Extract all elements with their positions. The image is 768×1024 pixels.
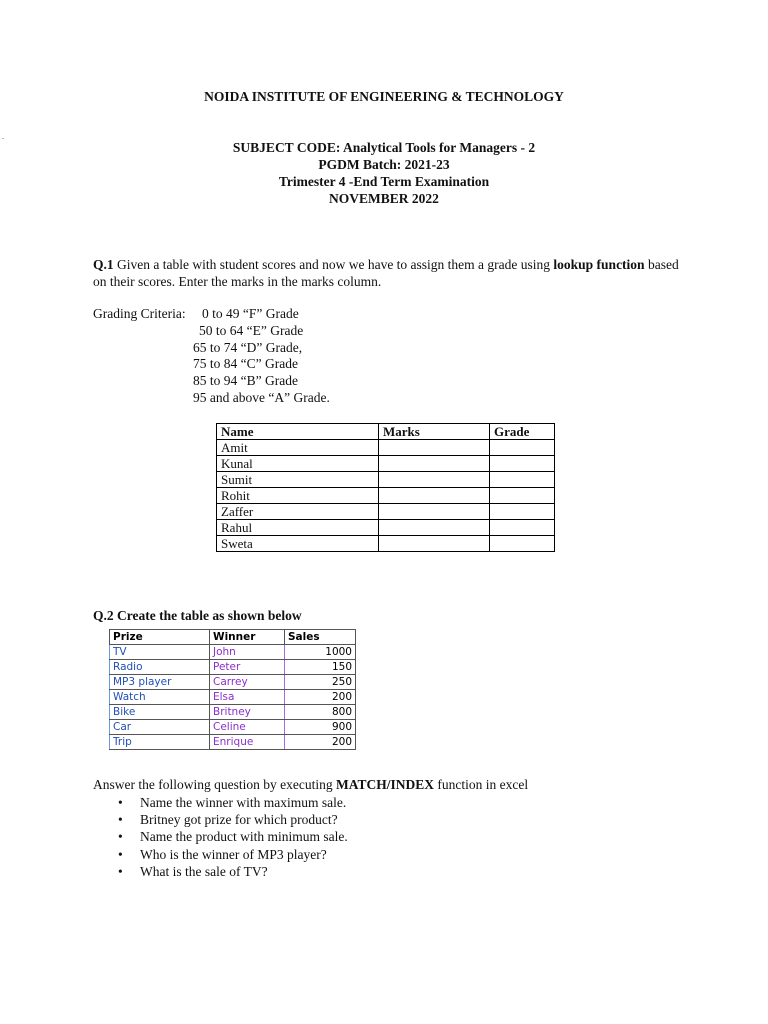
question-1-text	[93, 256, 693, 290]
table-row	[217, 472, 555, 488]
criteria-item: 65 to 74 “D” Grade,	[193, 339, 303, 355]
student-name: Sumit	[217, 472, 379, 488]
bullet: •	[118, 863, 123, 879]
list-item-text: Name the product with minimum sale.	[140, 829, 348, 845]
list-item-text: Who is the winner of MP3 player?	[140, 846, 327, 862]
table-row	[110, 720, 356, 735]
criteria-item: 95 and above “A” Grade.	[193, 389, 330, 405]
list-item-text: What is the sale of TV?	[140, 863, 268, 879]
table-header-row	[217, 424, 555, 440]
table-row	[110, 660, 356, 675]
marks-cell	[379, 504, 490, 520]
table-row	[217, 504, 555, 520]
column-header-prize: Prize	[110, 630, 210, 645]
grade-cell	[490, 456, 555, 472]
prize-cell: Bike	[110, 705, 210, 720]
winner-cell: Peter	[210, 660, 285, 675]
criteria-item: 0 to 49 “F” Grade	[202, 306, 299, 321]
column-header-sales: Sales	[285, 630, 356, 645]
column-header-grade: Grade	[490, 424, 555, 440]
table-header-row	[110, 630, 356, 645]
prize-cell: Watch	[110, 690, 210, 705]
student-name: Sweta	[217, 536, 379, 552]
question-2-list	[93, 794, 348, 880]
exam-month: NOVEMBER 2022	[329, 191, 439, 206]
institute-title: NOIDA INSTITUTE OF ENGINEERING & TECHNOLOGY	[204, 89, 564, 104]
student-name: Kunal	[217, 456, 379, 472]
sales-cell: 150	[285, 660, 356, 675]
bullet: •	[118, 812, 123, 828]
list-item-text: Name the winner with maximum sale.	[140, 795, 347, 810]
table-row	[110, 690, 356, 705]
column-header-marks: Marks	[379, 424, 490, 440]
table-row	[110, 675, 356, 690]
list-item	[93, 794, 348, 811]
winner-cell: Enrique	[210, 735, 285, 750]
grade-cell	[490, 488, 555, 504]
table-row	[217, 488, 555, 504]
winner-cell: Britney	[210, 705, 285, 720]
batch: PGDM Batch: 2021-23	[318, 157, 450, 172]
criteria-item: 50 to 64 “E” Grade	[199, 322, 304, 338]
winner-cell: John	[210, 645, 285, 660]
student-name: Rahul	[217, 520, 379, 536]
prize-cell: MP3 player	[110, 675, 210, 690]
list-item	[93, 863, 348, 880]
sales-cell: 250	[285, 675, 356, 690]
sales-cell: 900	[285, 720, 356, 735]
margin-mark: .	[2, 132, 4, 141]
table-row	[110, 705, 356, 720]
criteria-item: 75 to 84 “C” Grade	[193, 356, 298, 372]
grade-cell	[490, 472, 555, 488]
table-row	[217, 456, 555, 472]
prize-cell: Trip	[110, 735, 210, 750]
question-2-instruction	[93, 776, 693, 793]
student-grades-table	[216, 423, 555, 552]
sales-cell: 200	[285, 735, 356, 750]
exam-info	[0, 139, 768, 207]
criteria-item: 85 to 94 “B” Grade	[193, 373, 298, 389]
student-name: Zaffer	[217, 504, 379, 520]
grade-cell	[490, 536, 555, 552]
column-header-name: Name	[217, 424, 379, 440]
exam-name: Trimester 4 -End Term Examination	[278, 174, 490, 189]
question-2-title: Q.2 Create the table as shown below	[93, 608, 302, 623]
marks-cell	[379, 536, 490, 552]
question-1-text-part: based on their scores. Enter the marks in the marks column.	[93, 257, 679, 289]
sales-cell: 800	[285, 705, 356, 720]
instruction-text: Answer the following question by executing	[93, 777, 336, 792]
marks-cell	[379, 456, 490, 472]
table-row	[217, 520, 555, 536]
list-item	[93, 828, 348, 845]
winner-cell: Elsa	[210, 690, 285, 705]
table-row	[217, 440, 555, 456]
sales-cell: 200	[285, 690, 356, 705]
instruction-bold: MATCH/INDEX	[335, 777, 434, 792]
question-1-bold: lookup function	[553, 257, 645, 272]
marks-cell	[379, 440, 490, 456]
question-1-number: Q.1	[93, 257, 114, 272]
marks-cell	[379, 488, 490, 504]
list-item	[93, 846, 348, 863]
grade-cell	[490, 440, 555, 456]
winner-cell: Carrey	[210, 675, 285, 690]
bullet: •	[118, 795, 123, 810]
prize-winner-table	[109, 629, 356, 750]
student-name: Amit	[217, 440, 379, 456]
criteria-label: Grading Criteria:	[93, 306, 186, 321]
grade-cell	[490, 504, 555, 520]
marks-cell	[379, 520, 490, 536]
student-name: Rohit	[217, 488, 379, 504]
table-row	[217, 536, 555, 552]
marks-cell	[379, 472, 490, 488]
question-1-text-part: Given a table with student scores and now we have to assign them a grade using	[113, 257, 554, 272]
bullet: •	[118, 846, 123, 862]
instruction-text: function in excel	[433, 777, 529, 792]
subject-code: SUBJECT CODE: Analytical Tools for Managers - 2	[232, 140, 536, 155]
prize-cell: Radio	[110, 660, 210, 675]
column-header-winner: Winner	[210, 630, 285, 645]
table-row	[110, 735, 356, 750]
grade-cell	[490, 520, 555, 536]
prize-cell: Car	[110, 720, 210, 735]
bullet: •	[118, 829, 123, 845]
sales-cell: 1000	[285, 645, 356, 660]
table-row	[110, 645, 356, 660]
winner-cell: Celine	[210, 720, 285, 735]
list-item-text: Britney got prize for which product?	[140, 812, 338, 828]
list-item	[93, 811, 348, 828]
prize-cell: TV	[110, 645, 210, 660]
